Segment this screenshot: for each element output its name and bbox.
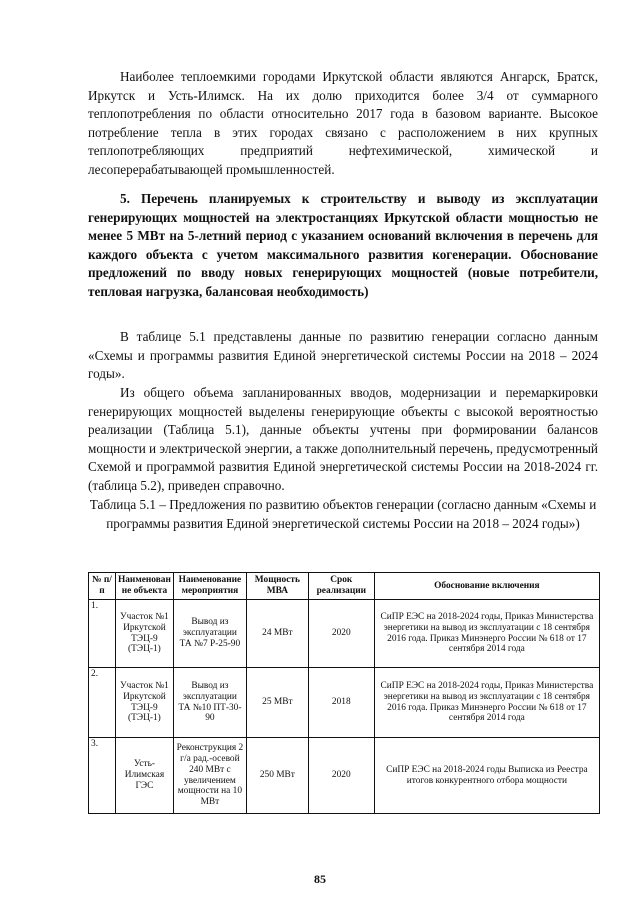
table-row [89, 600, 600, 668]
header-basis: Обоснование включения [374, 573, 599, 600]
row-power: 250 МВт [246, 738, 308, 814]
row-power: 24 МВт [246, 600, 308, 668]
row-object: Усть-Илимская ГЭС [115, 738, 173, 814]
header-num: № п/п [89, 573, 116, 600]
paragraph-heat-cities: Наиболее теплоемкими городами Иркутской области являются Ангарск, Братск, Иркутск и Усть-Илимск. На их долю приходится более 3/4 от суммарного теплопотребления по области относительно 2017 года в базовом варианте. Высокое потребление тепла в этих городах связано с расположением в них крупных теплопотребляющих предприятий нефтехимической, химической и лесоперерабатывающей промышленностей. [88, 69, 598, 177]
row-year: 2020 [308, 600, 374, 668]
row-basis: СиПР ЕЭС на 2018-2024 годы, Приказ Министерства энергетики на вывод из эксплуатации с 18 сентября 2016 года. Приказ Минэнерго России № 618 от 17 сентября 2014 года [374, 600, 599, 668]
paragraph-generation-objects: Из общего объема запланированных вводов, модернизации и перемаркировки генерирующих мощностей выделены генерирующие объекты с высокой вероятностью реализации (Таблица 5.1), данные объекты учтены при формировании балансов мощности и электрической энергии, а также дополнительный перечень, предусмотренный Схемой и программой развития Единой энергетической системы России на 2018-2024 гг. (таблица 5.2), приведен справочно. [88, 385, 598, 493]
row-num: 3. [89, 738, 116, 814]
row-num: 2. [89, 668, 116, 738]
row-action: Реконструкция 2 г/а рад.-осевой 240 МВт с увеличением мощности на 10 МВт [173, 738, 246, 814]
header-action: Наименование мероприятия [173, 573, 246, 600]
paragraph-table-intro: В таблице 5.1 представлены данные по развитию генерации согласно данным «Схемы и программы развития Единой энергетической системы России на 2018 – 2024 годы». [88, 329, 598, 382]
row-basis: СиПР ЕЭС на 2018-2024 годы, Приказ Министерства энергетики на вывод из эксплуатации с 18 сентября 2016 года. Приказ Минэнерго России № 618 от 17 сентября 2014 года [374, 668, 599, 738]
page-number: 85 [314, 872, 326, 886]
section-heading: 5. Перечень планируемых к строительству и выводу из эксплуатации генерирующих мощностей на электростанциях Иркутской области мощностью не менее 5 МВт на 5-летний период с указанием оснований включения в перечень для каждого объекта с учетом максимального развития когенерации. Обоснование предложений по вводу новых генерирующих мощностей (новые потребители, тепловая нагрузка, балансовая необходимость) [88, 191, 598, 299]
row-object: Участок №1 Иркутской ТЭЦ-9 (ТЭЦ-1) [115, 668, 173, 738]
header-object: Наименован не объекта [115, 573, 173, 600]
header-year: Срок реализации [308, 573, 374, 600]
row-power: 25 МВт [246, 668, 308, 738]
generation-table [88, 572, 600, 814]
row-action: Вывод из эксплуатации ТА №10 ПТ-30-90 [173, 668, 246, 738]
row-year: 2020 [308, 738, 374, 814]
table-row [89, 668, 600, 738]
table-header-row [89, 573, 600, 600]
row-action: Вывод из эксплуатации ТА №7 Р-25-90 [173, 600, 246, 668]
header-power: Мощность МВА [246, 573, 308, 600]
row-object: Участок №1 Иркутской ТЭЦ-9 (ТЭЦ-1) [115, 600, 173, 668]
row-num: 1. [89, 600, 116, 668]
table-caption: Таблица 5.1 – Предложения по развитию объектов генерации (согласно данным «Схемы и программы развития Единой энергетической системы России на 2018 – 2024 годы») [89, 497, 597, 531]
row-basis: СиПР ЕЭС на 2018-2024 годы Выписка из Реестра итогов конкурентного отбора мощности [374, 738, 599, 814]
row-year: 2018 [308, 668, 374, 738]
table-row [89, 738, 600, 814]
